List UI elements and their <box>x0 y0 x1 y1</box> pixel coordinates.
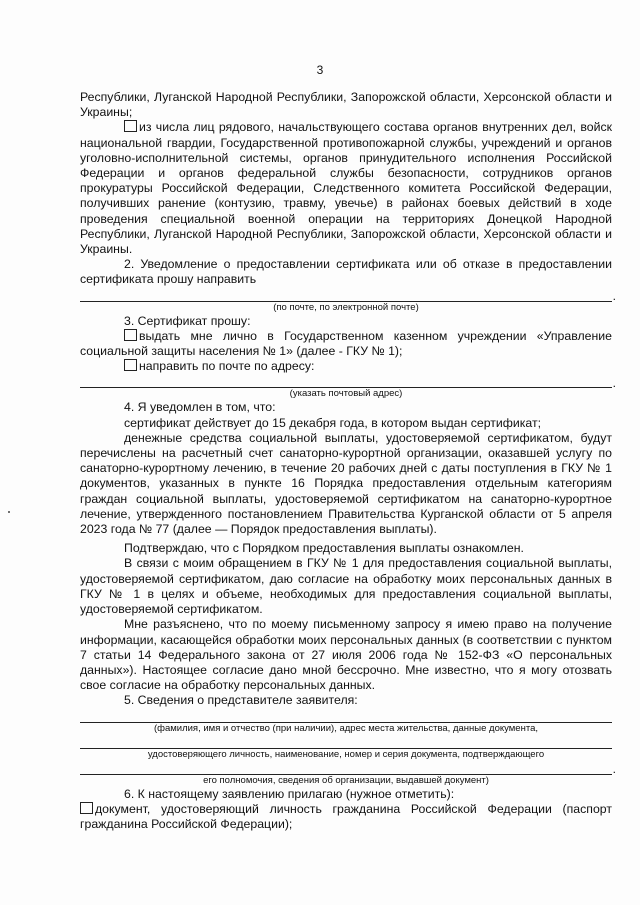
consent-statement: В связи с моим обращением в ГКУ № 1 для предоставления социальной выплаты, удостоверяемой сертификатом, даю согласие на обработку моих персональных данных в ГКУ № 1 в целях и объеме, необходимых для предоставления социальной выплаты, удостоверяемой сертификатом. <box>80 556 612 617</box>
confirmation-statement: Подтверждаю, что с Порядком предоставления выплаты ознакомлен. <box>124 541 524 556</box>
representative-caption-1: (фамилия, имя и отчество (при наличии), адрес места жительства, данные документа, <box>153 722 538 734</box>
delivery-method-field[interactable] <box>80 290 612 302</box>
section-4-heading: 4. Я уведомлен в том, что: <box>124 400 276 415</box>
option-in-person-text: выдать мне лично в Государственном казенном учреждении «Управление социальной защиты населения № 1» (далее - ГКУ № 1); <box>80 328 612 359</box>
representative-caption-2: удостоверяющего личность, наименование, номер и серия документа, подтверждающего <box>147 748 545 760</box>
checkbox-passport[interactable] <box>80 802 93 814</box>
checkbox-in-person[interactable] <box>124 329 137 341</box>
option-passport <box>80 802 612 832</box>
option-by-mail-text: направить по почте по адресу: <box>139 359 315 374</box>
representative-caption-3: его полномочия, сведения об организации, выдавшей документ) <box>203 774 489 786</box>
representative-field-1[interactable] <box>80 711 612 723</box>
representative-field-2[interactable] <box>80 737 612 749</box>
page-number: 3 <box>316 63 324 77</box>
option-passport-text: документ, удостоверяющий личность гражданина Российской Федерации (паспорт гражданина Российской Федерации); <box>80 801 612 831</box>
form-body <box>80 90 612 832</box>
paragraph-regions-end: Республики, Луганской Народной Республики, Запорожской области, Херсонской области и Украины; <box>80 90 612 120</box>
representative-field-3[interactable] <box>80 763 612 775</box>
postal-address-field[interactable] <box>80 376 612 388</box>
delivery-method-caption: (по почте, по электронной почте) <box>273 301 419 313</box>
section-4-payment: денежные средства социальной выплаты, удостоверяемой сертификатом, будут перечислены на расчетный счет санаторно-курортной организации, оказавшей услугу по санаторно-курортному лечению, в течение 20 рабочих дней с даты поступления в ГКУ № 1 документов, указанных в пункте 16 Порядка предоставления отдельным категориям граждан социальной выплаты, удостоверяемой сертификатом на санаторно-курортное лечение, утвержденного постановлением Правительства Курганской области от 5 апреля 2023 года № 77 (далее — Порядок предоставления выплаты). <box>80 430 612 537</box>
section-2-notification: 2. Уведомление о предоставлении сертификата или об отказе в предоставлении сертификата прошу направить <box>80 257 612 287</box>
scan-speck <box>8 511 10 513</box>
checkbox-law-enforcement[interactable] <box>124 120 137 132</box>
option-law-enforcement-text: из числа лиц рядового, начальствующего состава органов внутренних дел, войск национальной гвардии, Государственной противопожарной службы, учреждений и органов уголовно-исполнительной системы, органов принудительного исполнения Российской Федерации и органов федеральной службы безопасности, сотрудников органов прокуратуры Российской Федерации, Следственного комитета Российской Федерации, получивших ранение (контузию, травму, увечье) в районах боевых действий в ходе проведения специальной военной операции на территориях Донецкой Народной Республики, Луганской Народной Республики, Запорожской области, Херсонской области и Украины. <box>80 120 612 257</box>
option-by-mail <box>80 359 612 374</box>
section-6-heading: 6. К настоящему заявлению прилагаю (нужное отметить): <box>124 786 455 801</box>
section-4-validity: сертификат действует до 15 декабря года, в котором выдан сертификат; <box>124 415 542 430</box>
option-law-enforcement <box>80 120 612 257</box>
option-in-person <box>80 329 612 359</box>
section-5-heading: 5. Сведения о представителе заявителя: <box>124 693 358 708</box>
checkbox-by-mail[interactable] <box>124 359 137 371</box>
section-3-heading: 3. Сертификат прошу: <box>124 313 251 328</box>
rights-statement: Мне разъяснено, что по моему письменному запросу я имею право на получение информации, касающейся обработки моих персональных данных (в соответствии с пунктом 7 статьи 14 Федерального закона от 27 июля 2006 года № 152-ФЗ «О персональных данных»). Настоящее согласие дано мной бессрочно. Мне известно, что я могу отозвать свое согласие на обработку персональных данных. <box>80 617 612 693</box>
postal-address-caption: (указать почтовый адрес) <box>289 388 403 400</box>
